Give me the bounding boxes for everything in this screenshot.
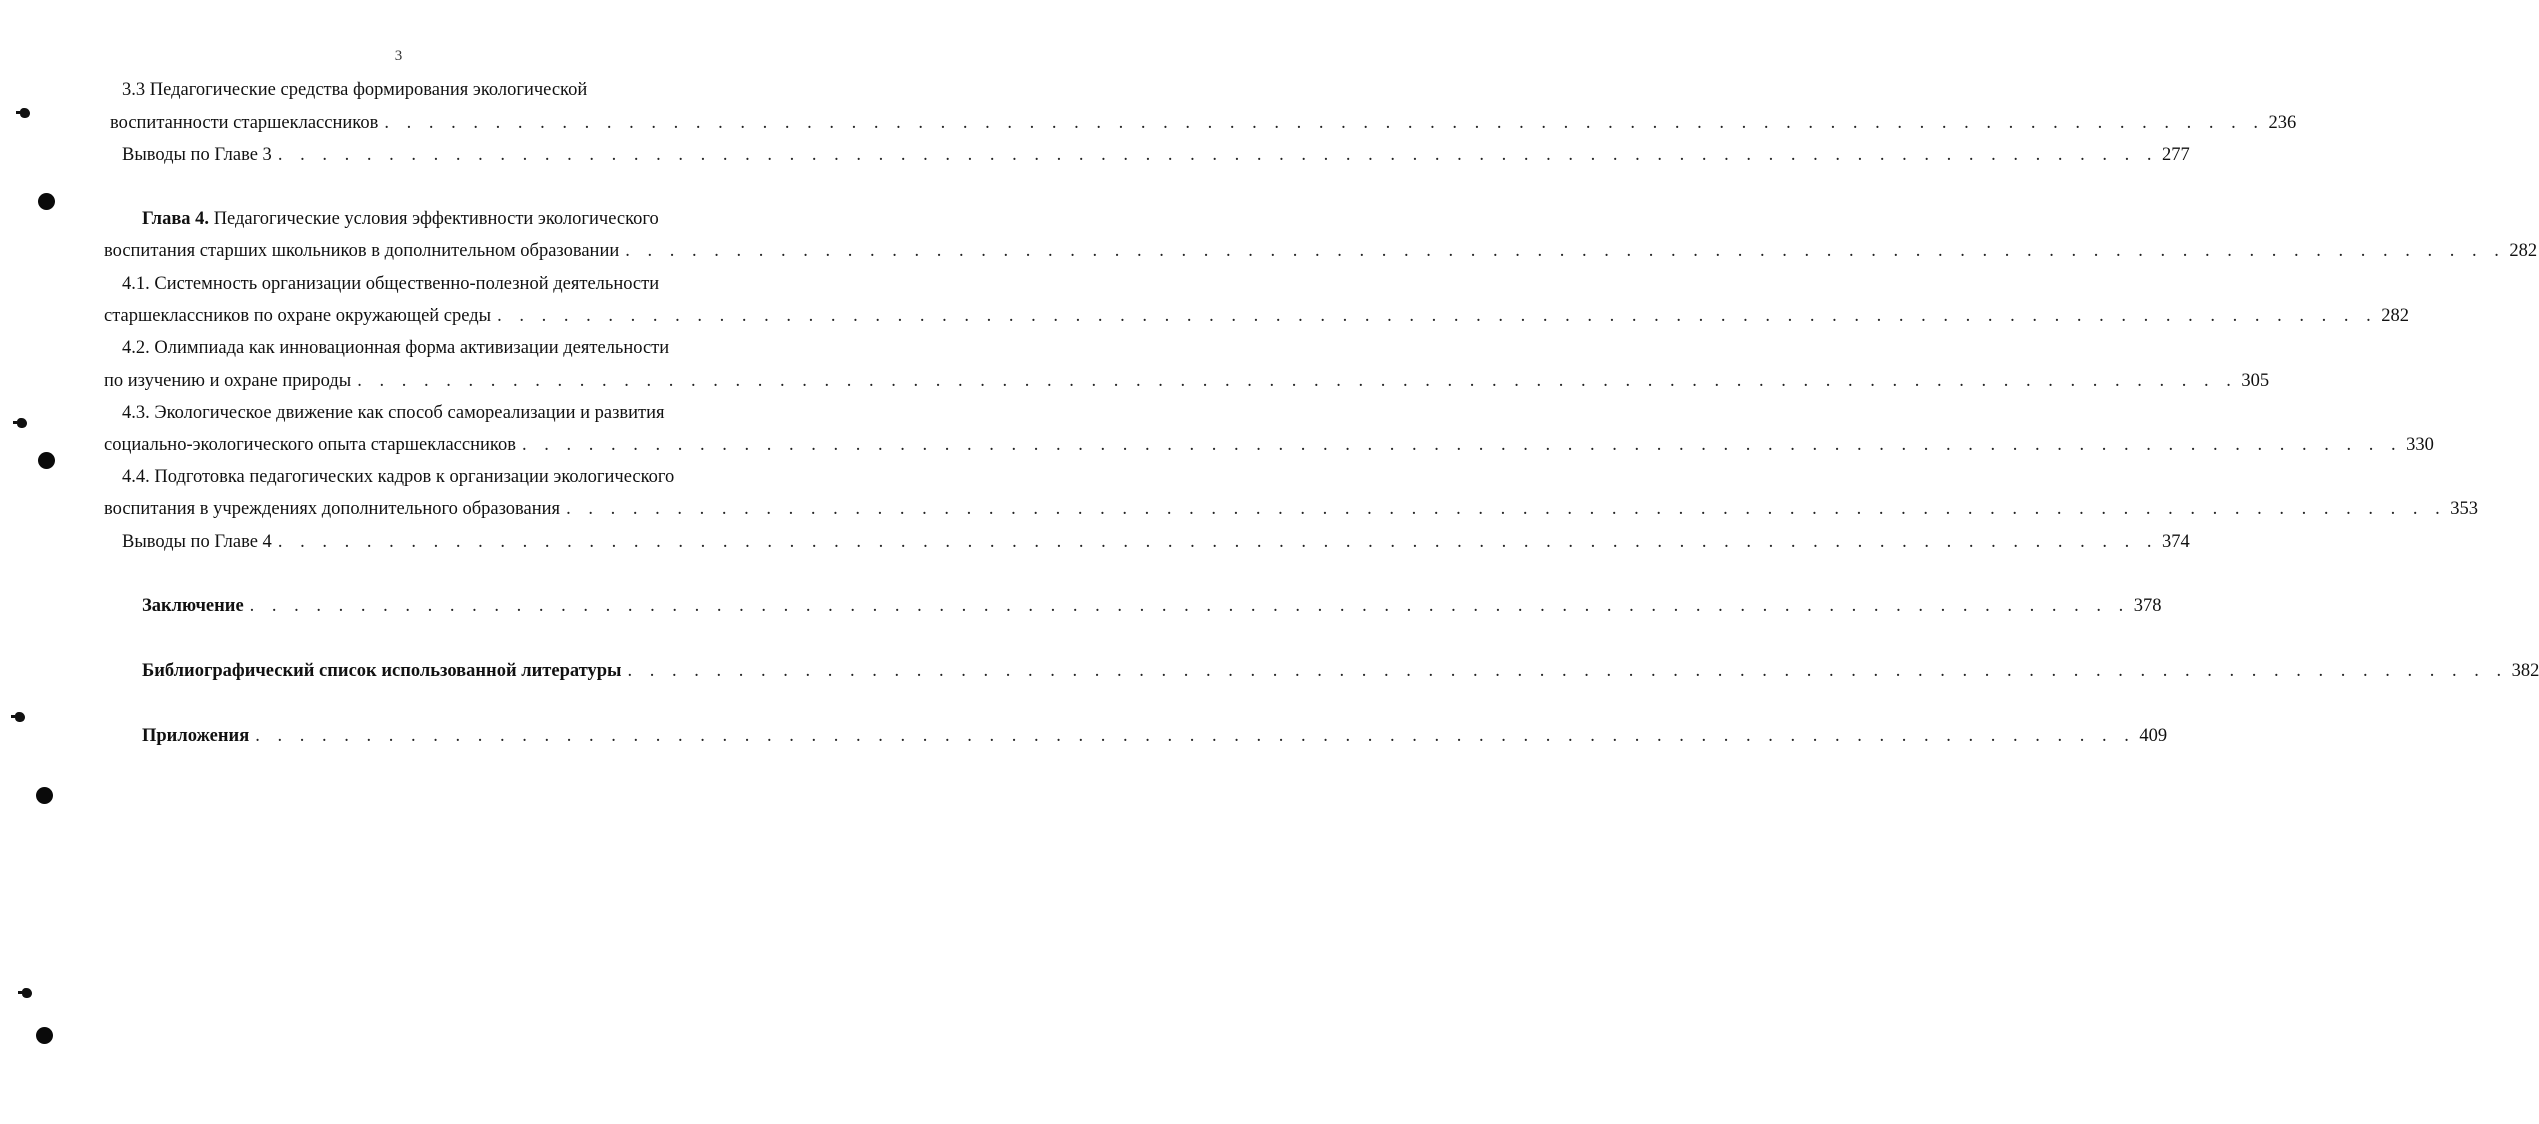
dot-leader: . . . . . . . . . . . . . . . . . . . . . . . . . . . . . . . . . . . . . . . . . . . . . . . . . . . . . . . . . . . . . . . . . . . . . . . . . . . . . . . . . . . . . bbox=[249, 596, 2130, 616]
toc-chapter-4-title-rest: Педагогические условия эффективности экологического bbox=[209, 209, 659, 229]
toc-entry-chapter-4[interactable] bbox=[104, 239, 2538, 263]
toc-4-1-title-line1: 4.1. Системность организации общественно-полезной деятельности bbox=[122, 274, 660, 294]
toc-chapter-4-label: Глава 4. bbox=[142, 209, 210, 229]
dot-leader: . . . . . . . . . . . . . . . . . . . . . . . . . . . . . . . . . . . . . . . . . . . . . . . . . . . . . . . . . . . . . . . . . . . . . . . . . . . . . . . . . . . . . bbox=[384, 113, 2265, 133]
toc-3-3-title-line1: 3.3 Педагогические средства формирования экологической bbox=[122, 80, 588, 100]
binder-hole bbox=[38, 193, 55, 210]
dot-leader: . . . . . . . . . . . . . . . . . . . . . . . . . . . . . . . . . . . . . . . . . . . . . . . . . . . . . . . . . . . . . . . . . . . . . . . . . . . . . . . . . . . . . bbox=[357, 371, 2238, 391]
dot-leader: . . . . . . . . . . . . . . . . . . . . . . . . . . . . . . . . . . . . . . . . . . . . . . . . . . . . . . . . . . . . . . . . . . . . . . . . . . . . . . . . . . . . . bbox=[277, 145, 2158, 165]
toc-4-1-title-line2: старшеклассников по охране окружающей среды bbox=[104, 306, 492, 326]
toc-appendix-title: Приложения bbox=[142, 726, 250, 746]
binder-hole bbox=[38, 452, 55, 469]
toc-bibliography-title: Библиографический список использованной литературы bbox=[142, 661, 622, 681]
binder-hole bbox=[36, 1027, 53, 1044]
toc-chapter-4-title-line2: воспитания старших школьников в дополнительном образовании bbox=[104, 241, 620, 261]
toc-4-3-title-line2: социально-экологического опыта старшеклассников bbox=[104, 435, 516, 455]
dot-leader: . . . . . . . . . . . . . . . . . . . . . . . . . . . . . . . . . . . . . . . . . . . . . . . . . . . . . . . . . . . . . . . . . . . . . . . . . . . . . . . . . . . . . bbox=[277, 532, 2158, 552]
toc-conclusions-4-title: Выводы по Главе 4 bbox=[122, 532, 272, 552]
toc-chapter-4-page: 282 bbox=[2509, 241, 2538, 261]
toc-4-3-page: 330 bbox=[2406, 435, 2434, 455]
toc-4-1-page: 282 bbox=[2381, 306, 2409, 326]
toc-4-2-title-line2: по изучению и охране природы bbox=[104, 371, 352, 391]
dot-leader: . . . . . . . . . . . . . . . . . . . . . . . . . . . . . . . . . . . . . . . . . . . . . . . . . . . . . . . . . . . . . . . . . . . . . . . . . . . . . . . . . . . . . bbox=[627, 661, 2508, 681]
toc-entry-3-3[interactable] bbox=[110, 111, 2297, 135]
toc-entry-4-2[interactable] bbox=[104, 369, 2270, 393]
scan-mark bbox=[17, 418, 27, 428]
toc-conclusion-page: 378 bbox=[2133, 596, 2162, 616]
toc-entry-appendix[interactable] bbox=[142, 724, 2168, 748]
toc-entry-4-1[interactable] bbox=[104, 304, 2409, 328]
toc-4-4-title-line2: воспитания в учреждениях дополнительного образования bbox=[104, 499, 561, 519]
dot-leader: . . . . . . . . . . . . . . . . . . . . . . . . . . . . . . . . . . . . . . . . . . . . . . . . . . . . . . . . . . . . . . . . . . . . . . . . . . . . . . . . . . . . . bbox=[255, 726, 2136, 746]
dot-leader: . . . . . . . . . . . . . . . . . . . . . . . . . . . . . . . . . . . . . . . . . . . . . . . . . . . . . . . . . . . . . . . . . . . . . . . . . . . . . . . . . . . . . bbox=[625, 241, 2506, 261]
dot-leader: . . . . . . . . . . . . . . . . . . . . . . . . . . . . . . . . . . . . . . . . . . . . . . . . . . . . . . . . . . . . . . . . . . . . . . . . . . . . . . . . . . . . . bbox=[566, 499, 2447, 519]
toc-3-3-page: 236 bbox=[2268, 113, 2297, 133]
dot-leader: . . . . . . . . . . . . . . . . . . . . . . . . . . . . . . . . . . . . . . . . . . . . . . . . . . . . . . . . . . . . . . . . . . . . . . . . . . . . . . . . . . . . . bbox=[521, 435, 2403, 455]
toc-entry-conclusions-3[interactable] bbox=[122, 143, 2190, 167]
page-number: 3 bbox=[394, 48, 403, 64]
scan-mark bbox=[22, 988, 32, 998]
toc-entry-bibliography[interactable] bbox=[142, 659, 2539, 683]
toc-chapter-4-title-line1 bbox=[142, 207, 659, 231]
toc-entry-4-4[interactable] bbox=[104, 497, 2478, 521]
toc-4-2-title-line1: 4.2. Олимпиада как инновационная форма активизации деятельности bbox=[122, 338, 670, 358]
toc-entry-conclusions-4[interactable] bbox=[122, 530, 2190, 554]
toc-appendix-page: 409 bbox=[2139, 726, 2168, 746]
binder-hole bbox=[36, 787, 53, 804]
toc-bibliography-page: 382 bbox=[2511, 661, 2539, 681]
scan-mark bbox=[15, 712, 25, 722]
toc-3-3-title-line2: воспитанности старшеклассников bbox=[110, 113, 379, 133]
toc-conclusions-3-page: 277 bbox=[2161, 145, 2190, 165]
toc-4-3-title-line1: 4.3. Экологическое движение как способ самореализации и развития bbox=[122, 403, 665, 423]
toc-entry-4-3[interactable] bbox=[104, 433, 2434, 457]
toc-entry-conclusion[interactable] bbox=[142, 594, 2162, 618]
toc-4-4-title-line1: 4.4. Подготовка педагогических кадров к организации экологического bbox=[122, 467, 675, 487]
toc-conclusions-3-title: Выводы по Главе 3 bbox=[122, 145, 272, 165]
dot-leader: . . . . . . . . . . . . . . . . . . . . . . . . . . . . . . . . . . . . . . . . . . . . . . . . . . . . . . . . . . . . . . . . . . . . . . . . . . . . . . . . . . . . . bbox=[497, 306, 2378, 326]
toc-conclusion-title: Заключение bbox=[142, 596, 244, 616]
scan-mark bbox=[20, 108, 30, 118]
toc-4-2-page: 305 bbox=[2241, 371, 2270, 391]
toc-conclusions-4-page: 374 bbox=[2161, 532, 2190, 552]
toc-4-4-page: 353 bbox=[2450, 499, 2478, 519]
